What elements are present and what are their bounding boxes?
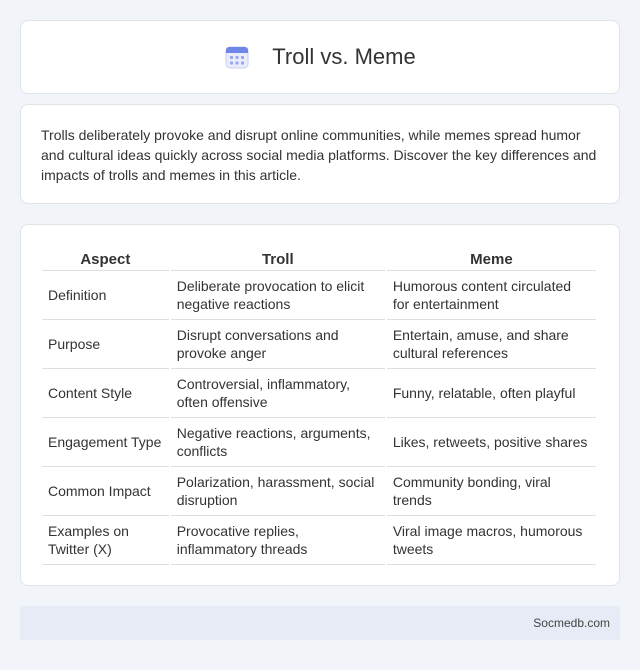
header-troll: Troll xyxy=(171,245,385,271)
row-meme: Community bonding, viral trends xyxy=(387,467,596,516)
row-troll: Disrupt conversations and provoke anger xyxy=(171,320,385,369)
table-row xyxy=(42,320,596,369)
header-inner xyxy=(224,44,415,70)
row-meme: Likes, retweets, positive shares xyxy=(387,418,596,467)
table-row xyxy=(42,467,596,516)
row-troll: Deliberate provocation to elicit negative reactions xyxy=(171,271,385,320)
table-header-row xyxy=(42,245,596,271)
row-meme: Viral image macros, humorous tweets xyxy=(387,516,596,565)
row-troll: Negative reactions, arguments, conflicts xyxy=(171,418,385,467)
row-meme: Humorous content circulated for entertainment xyxy=(387,271,596,320)
row-troll: Polarization, harassment, social disruption xyxy=(171,467,385,516)
row-aspect: Definition xyxy=(42,271,169,320)
row-aspect: Engagement Type xyxy=(42,418,169,467)
footer-site-link[interactable]: Socmedb.com xyxy=(533,616,610,630)
header-meme: Meme xyxy=(387,245,596,271)
row-meme: Funny, relatable, often playful xyxy=(387,369,596,418)
footer xyxy=(20,606,620,640)
row-aspect: Examples on Twitter (X) xyxy=(42,516,169,565)
row-troll: Provocative replies, inflammatory threads xyxy=(171,516,385,565)
row-meme: Entertain, amuse, and share cultural references xyxy=(387,320,596,369)
table-row xyxy=(42,516,596,565)
row-aspect: Common Impact xyxy=(42,467,169,516)
page-title: Troll vs. Meme xyxy=(272,44,416,69)
calendar-icon xyxy=(224,44,250,70)
comparison-table xyxy=(40,245,598,565)
row-aspect: Purpose xyxy=(42,320,169,369)
row-aspect: Content Style xyxy=(42,369,169,418)
table-row xyxy=(42,271,596,320)
intro-text: Trolls deliberately provoke and disrupt online communities, while memes spread humor and cultural ideas quickly across social media platforms. Discover the key differences and impacts of trolls and memes in this article. xyxy=(41,127,597,183)
row-troll: Controversial, inflammatory, often offensive xyxy=(171,369,385,418)
header-aspect: Aspect xyxy=(42,245,169,271)
table-row xyxy=(42,369,596,418)
table-row xyxy=(42,418,596,467)
header-card xyxy=(20,20,620,94)
intro-card xyxy=(20,104,620,204)
comparison-table-card xyxy=(20,224,620,586)
